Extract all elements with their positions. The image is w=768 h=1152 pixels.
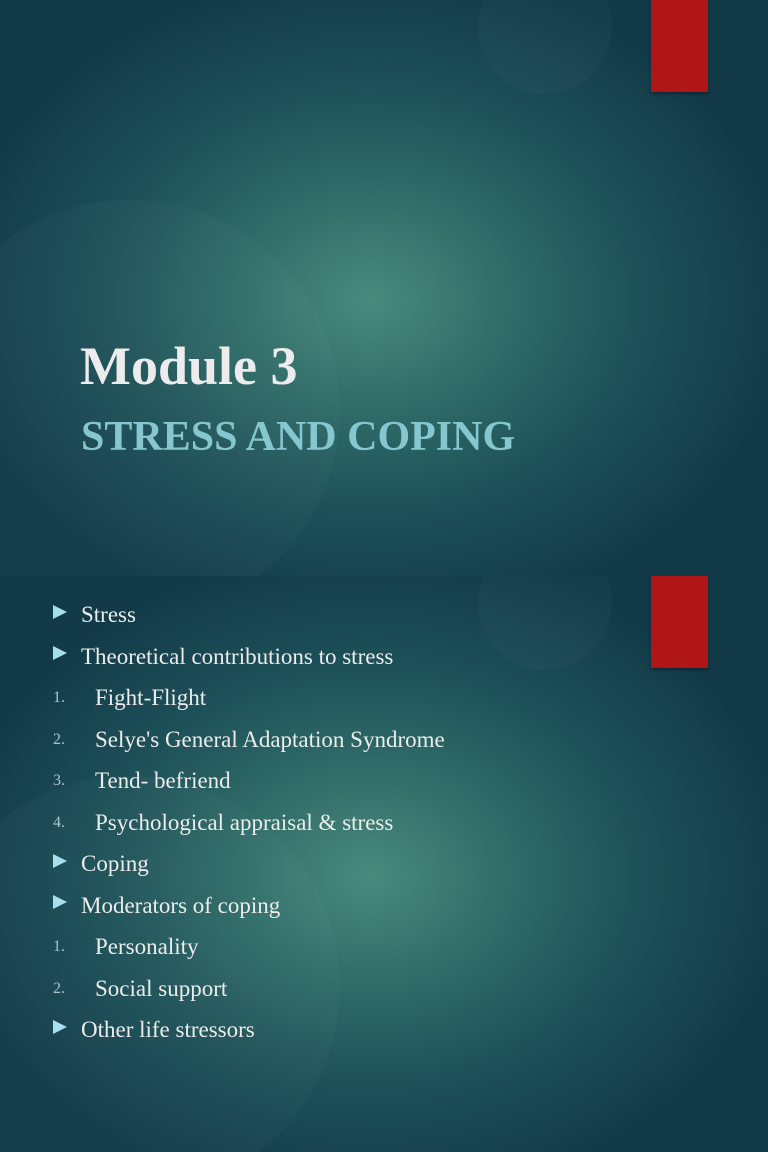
list-item-text: Stress: [81, 602, 136, 627]
slide-subtitle: STRESS AND COPING: [81, 414, 516, 460]
list-item: [0, 760, 640, 802]
list-item: [0, 719, 640, 761]
list-item: [0, 968, 640, 1010]
bullet-triangle-icon: [53, 594, 67, 636]
bullet-triangle-icon: [53, 636, 67, 678]
list-item-text: Tend- befriend: [95, 768, 231, 793]
list-item-text: Fight-Flight: [95, 685, 207, 710]
bullet-triangle-icon: [53, 843, 67, 885]
list-number: 4.: [53, 813, 65, 831]
list-item-text: Social support: [95, 975, 228, 1001]
list-number: 1.: [53, 938, 65, 955]
list-item-text: Theoretical contributions to stress: [81, 643, 394, 669]
list-number: 2.: [53, 979, 65, 997]
list-item-text: Psychological appraisal & stress: [95, 809, 394, 835]
bullet-triangle-icon: [53, 885, 67, 927]
list-item: [0, 885, 640, 927]
list-item: [0, 802, 640, 844]
outline-list: [0, 594, 640, 1051]
list-number: 3.: [53, 772, 65, 789]
list-item: [0, 1009, 640, 1051]
accent-bar: [651, 576, 708, 668]
bullet-triangle-icon: [53, 1009, 67, 1051]
list-item: [0, 594, 640, 636]
background-circle: [478, 0, 612, 94]
list-number: 1.: [53, 689, 65, 706]
list-item-text: Coping: [81, 851, 149, 876]
list-number: 2.: [53, 730, 65, 748]
list-item-text: Selye's General Adaptation Syndrome: [95, 726, 445, 752]
list-item: [0, 677, 640, 719]
list-item-text: Personality: [95, 934, 199, 959]
accent-bar: [651, 0, 708, 92]
list-item: [0, 926, 640, 968]
list-item: [0, 843, 640, 885]
slide-title: Module 3: [80, 336, 298, 396]
list-item-text: Other life stressors: [81, 1017, 255, 1042]
list-item-text: Moderators of coping: [81, 892, 281, 918]
list-item: [0, 636, 640, 678]
